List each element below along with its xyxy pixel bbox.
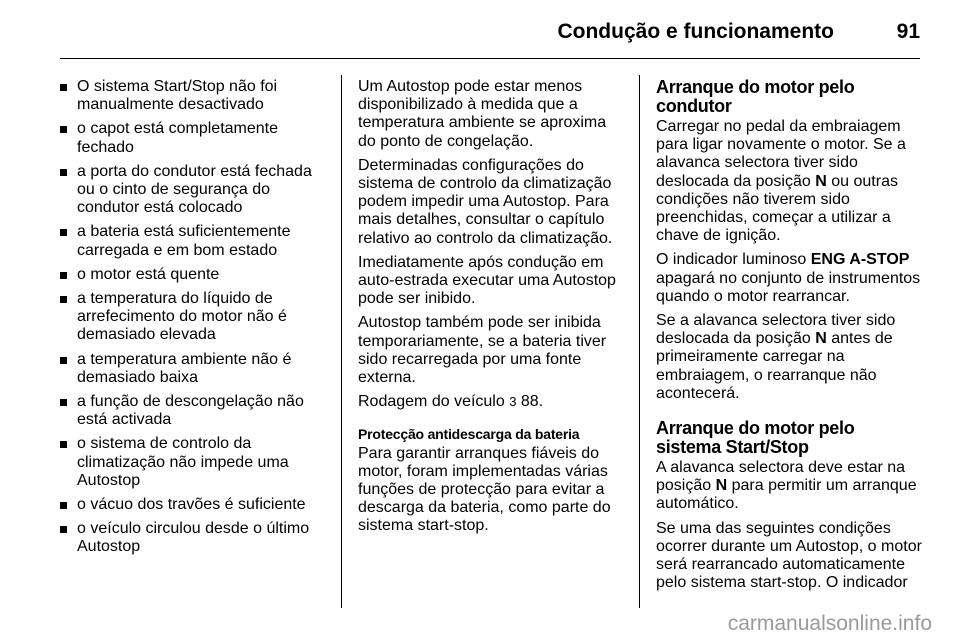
paragraph: Se uma das seguintes condições ocorrer durante um Autostop, o motor será rearrancado automaticamente pelo sistema start-stop. O indicador (656, 519, 922, 592)
list-item: o sistema de controlo da climatização não impede uma Autostop (60, 435, 322, 490)
list-item: O sistema Start/Stop não foi manualmente desactivado (60, 78, 322, 114)
square-bullet-icon (60, 502, 67, 509)
section-heading: Arranque do motor pelo condutor (656, 77, 855, 116)
paragraph: A alavanca selectora deve estar na posição N para permitir um arranque automático. (656, 459, 917, 513)
section-heading: Arranque do motor pelo sistema Start/Stop (656, 418, 855, 458)
square-bullet-icon (60, 272, 67, 279)
paragraph: Se a alavanca selectora tiver sido deslocada da posição N antes de primeiramente carregar na embraiagem, o rearranque não acontecerá. (656, 312, 896, 402)
column-3 (656, 78, 922, 598)
list-item: a temperatura do líquido de arrefecimento do motor não é demasiado elevada (60, 290, 322, 345)
paragraph: O indicador luminoso ENG A-STOP apagará no conjunto de instrumentos quando o motor rearrancar. (656, 251, 921, 305)
square-bullet-icon (60, 169, 67, 176)
square-bullet-icon (60, 296, 67, 303)
square-bullet-icon (60, 357, 67, 364)
conditions-list (60, 78, 322, 557)
header-divider (60, 58, 920, 59)
square-bullet-icon (60, 399, 67, 406)
paragraph: Carregar no pedal da embraiagem para ligar novamente o motor. Se a alavanca selectora tiver sido deslocada da posição N ou outras condições não tiverem sido preenchidas, começar a utilizar a chave de ignição. (656, 118, 906, 245)
square-bullet-icon (60, 126, 67, 133)
paragraph: Autostop também pode ser inibida temporariamente, se a bateria tiver sido recarregada por uma fonte externa. (358, 314, 607, 387)
square-bullet-icon (60, 526, 67, 533)
watermark: carmanualsonline.info (727, 612, 932, 635)
paragraph: Um Autostop pode estar menos disponibilizado à medida que a temperatura ambiente se aproxima do ponto de congelação. (358, 78, 607, 150)
square-bullet-icon (60, 441, 67, 448)
cross-reference: Rodagem do veículo 3 88. (358, 393, 544, 411)
list-item: o veículo circulou desde o último Autostop (60, 520, 322, 556)
page-reference-link[interactable]: 88. (520, 393, 544, 411)
paragraph: Para garantir arranques fiáveis do motor, foram implementadas várias funções de protecção para evitar a descarga da bateria, como parte do sistema start-stop. (358, 444, 611, 535)
paragraph: Determinadas configurações do sistema de controlo da climatização podem impedir uma Autostop. Para mais detalhes, consultar o capítulo relativo ao controlo da climatização. (358, 156, 613, 247)
list-item: o motor está quente (60, 266, 322, 284)
subsection-heading: Protecção antidescarga da bateria (358, 426, 580, 443)
column-divider-1 (341, 75, 342, 608)
list-item: a função de descongelação não está activada (60, 393, 322, 429)
list-item: o capot está completamente fechado (60, 120, 322, 156)
list-item: o vácuo dos travões é suficiente (60, 496, 322, 514)
paragraph: Imediatamente após condução em auto-estrada executar uma Autostop pode ser inibido. (358, 253, 616, 308)
square-bullet-icon (60, 84, 67, 91)
list-item: a temperatura ambiente não é demasiado baixa (60, 351, 322, 387)
page-number: 91 (896, 20, 920, 43)
square-bullet-icon (60, 229, 67, 236)
column-2 (358, 78, 622, 542)
column-divider-2 (639, 75, 640, 608)
list-item: a porta do condutor está fechada ou o cinto de segurança do condutor está colocado (60, 163, 322, 218)
page-title: Condução e funcionamento (557, 20, 834, 43)
page-reference-arrow-icon: 3 (509, 394, 517, 410)
list-item: a bateria está suficientemente carregada e em bom estado (60, 223, 322, 259)
column-1 (60, 78, 322, 563)
